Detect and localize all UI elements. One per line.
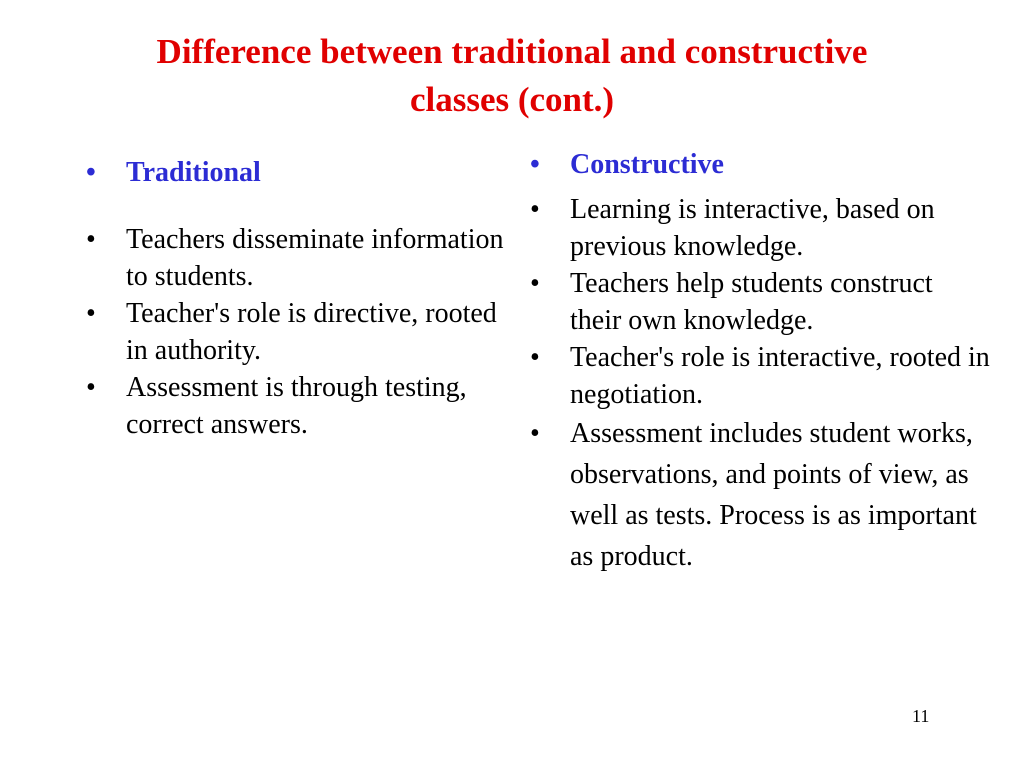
traditional-item-text: Teacher's role is directive, rooted in authority. — [126, 298, 497, 366]
bullet-icon: • — [86, 224, 96, 255]
constructive-item-text: Teachers help students construct their own knowledge. — [570, 268, 933, 336]
bullet-icon: • — [530, 342, 540, 373]
constructive-heading — [530, 146, 990, 183]
bullet-icon: • — [530, 418, 540, 449]
constructive-heading-text: Constructive — [570, 149, 724, 180]
bullet-icon: • — [530, 268, 540, 299]
page-number: 11 — [912, 706, 930, 726]
constructive-column — [530, 146, 990, 577]
traditional-item-text: Assessment is through testing, correct answers. — [126, 372, 467, 440]
title-line-1: Difference between traditional and constructive — [156, 32, 868, 71]
traditional-item-text: Teachers disseminate information to students. — [126, 224, 504, 292]
slide-title — [60, 28, 964, 124]
constructive-item-text: Assessment includes student works, observations, and points of view, as well as tests. Process is as important as product. — [570, 418, 977, 572]
traditional-item — [86, 295, 506, 369]
constructive-item — [530, 191, 990, 265]
bullet-icon: • — [530, 149, 540, 180]
traditional-item — [86, 221, 506, 295]
traditional-column — [86, 154, 506, 443]
traditional-heading-text: Traditional — [126, 157, 261, 188]
constructive-item — [530, 339, 990, 413]
bullet-icon: • — [86, 298, 96, 329]
traditional-item — [86, 369, 506, 443]
constructive-item-text: Learning is interactive, based on previous knowledge. — [570, 194, 935, 262]
traditional-heading — [86, 154, 506, 191]
constructive-item — [530, 413, 990, 577]
bullet-icon: • — [530, 194, 540, 225]
constructive-item — [530, 265, 990, 339]
bullet-icon: • — [86, 372, 96, 403]
bullet-icon: • — [86, 157, 96, 188]
constructive-item-text: Teacher's role is interactive, rooted in negotiation. — [570, 342, 990, 410]
title-line-2: classes (cont.) — [409, 80, 615, 119]
